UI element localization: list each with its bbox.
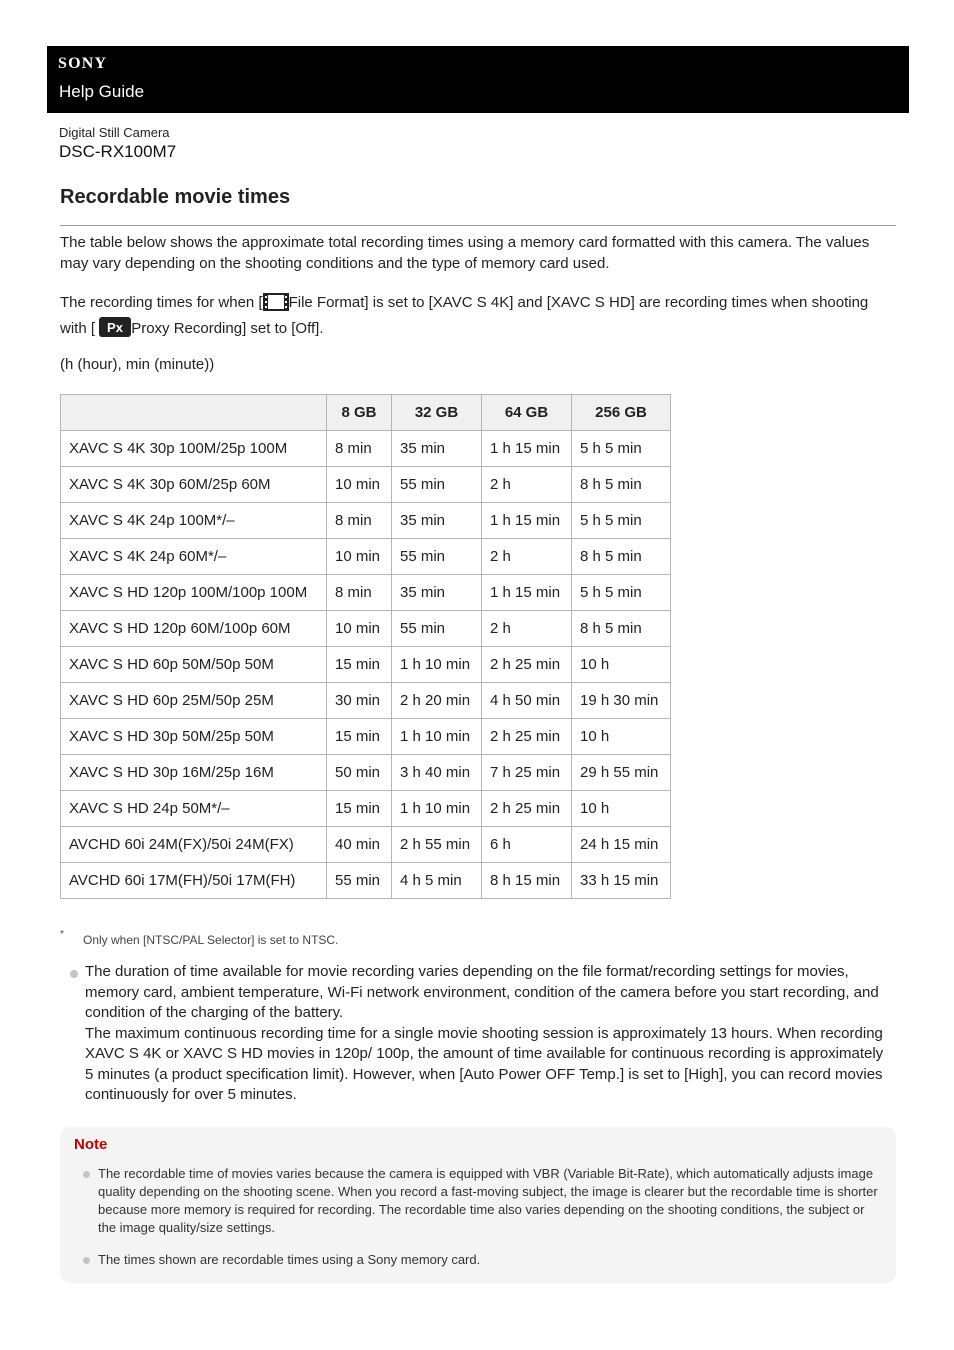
time-cell: 8 min xyxy=(327,503,392,539)
time-cell: 8 h 5 min xyxy=(572,467,671,503)
time-cell: 1 h 15 min xyxy=(482,503,572,539)
time-cell: 10 min xyxy=(327,611,392,647)
note-title: Note xyxy=(74,1136,108,1153)
time-cell: 2 h 25 min xyxy=(482,719,572,755)
time-cell: 10 min xyxy=(327,467,392,503)
recording-times-table xyxy=(60,394,671,899)
format-cell: AVCHD 60i 24M(FX)/50i 24M(FX) xyxy=(61,827,327,863)
product-category: Digital Still Camera xyxy=(59,125,170,140)
bullet-dot-icon xyxy=(83,1257,90,1264)
time-cell: 2 h xyxy=(482,611,572,647)
units-note: (h (hour), min (minute)) xyxy=(60,356,215,373)
time-cell: 15 min xyxy=(327,647,392,683)
table-row xyxy=(61,719,671,755)
time-cell: 10 h xyxy=(572,791,671,827)
page-title: Recordable movie times xyxy=(60,186,291,208)
format-cell: XAVC S HD 60p 25M/50p 25M xyxy=(61,683,327,719)
footnote-mark: * xyxy=(60,929,64,940)
header-bar xyxy=(47,46,909,113)
time-cell: 55 min xyxy=(392,467,482,503)
product-model: DSC-RX100M7 xyxy=(59,142,177,161)
para2-text-c: Proxy Recording] set to [Off]. xyxy=(131,320,324,337)
time-cell: 55 min xyxy=(392,611,482,647)
footnote-text: Only when [NTSC/PAL Selector] is set to NTSC. xyxy=(83,933,339,947)
bullet-text-1: The duration of time available for movie recording varies depending on the file format/recording settings for movies, memory card, ambient temperature, Wi-Fi network environment, condition of the camera before you start recording, and condition of the charging of the battery. xyxy=(85,963,879,1021)
time-cell: 8 min xyxy=(327,431,392,467)
list-item xyxy=(83,1251,878,1269)
intro-paragraph: The table below shows the approximate total recording times using a memory card formatted with this camera. The values may vary depending on the shooting conditions and the type of memory card used. xyxy=(60,234,870,272)
table-row xyxy=(61,647,671,683)
proxy-recording-icon xyxy=(99,317,131,343)
info-bullet-list xyxy=(70,962,890,1106)
proxy-icon-label: Px xyxy=(107,320,124,335)
time-cell: 2 h 20 min xyxy=(392,683,482,719)
film-strip-icon xyxy=(263,293,289,317)
time-cell: 55 min xyxy=(392,539,482,575)
time-cell: 2 h 25 min xyxy=(482,647,572,683)
format-cell: AVCHD 60i 17M(FH)/50i 17M(FH) xyxy=(61,863,327,899)
time-cell: 33 h 15 min xyxy=(572,863,671,899)
time-cell: 5 h 5 min xyxy=(572,575,671,611)
table-row xyxy=(61,575,671,611)
note-box xyxy=(60,1127,896,1283)
time-cell: 10 h xyxy=(572,719,671,755)
time-cell: 1 h 15 min xyxy=(482,575,572,611)
time-cell: 5 h 5 min xyxy=(572,431,671,467)
time-cell: 5 h 5 min xyxy=(572,503,671,539)
time-cell: 8 h 15 min xyxy=(482,863,572,899)
time-cell: 15 min xyxy=(327,791,392,827)
bullet-text-2: The maximum continuous recording time for a single movie shooting session is approximately 13 hours. When recording XAVC S 4K or XAVC S HD movies in 120p/ 100p, the amount of time available for continuous recording is approximately 5 minutes (a product specification limit). However, when [Auto Power OFF Temp.] is set to [High], you can record movies continuously for over 5 minutes. xyxy=(85,1024,884,1103)
table-row xyxy=(61,467,671,503)
para2-text-a: The recording times for when [ xyxy=(60,294,263,311)
time-cell: 24 h 15 min xyxy=(572,827,671,863)
time-cell: 2 h xyxy=(482,467,572,503)
table-header-cell: 64 GB xyxy=(482,395,572,431)
note-item-text: The recordable time of movies varies because the camera is equipped with VBR (Variable Bit-Rate), which automatically adjusts image quality depending on the shooting scene. When you record a fast-moving subject, the image is clearer but the recordable time is shorter because more memory is required for recording. The recordable time also varies depending on the shooting conditions, the subject or the image quality/size settings. xyxy=(98,1166,878,1235)
time-cell: 4 h 5 min xyxy=(392,863,482,899)
file-format-paragraph xyxy=(60,292,880,343)
time-cell: 4 h 50 min xyxy=(482,683,572,719)
time-cell: 1 h 10 min xyxy=(392,647,482,683)
table-row xyxy=(61,791,671,827)
table-row xyxy=(61,503,671,539)
table-header-cell: 32 GB xyxy=(392,395,482,431)
time-cell: 10 h xyxy=(572,647,671,683)
time-cell: 1 h 10 min xyxy=(392,719,482,755)
list-item xyxy=(83,1165,878,1237)
time-cell: 2 h xyxy=(482,539,572,575)
note-list xyxy=(83,1165,878,1283)
note-item-text: The times shown are recordable times using a Sony memory card. xyxy=(98,1252,481,1267)
table-row xyxy=(61,827,671,863)
time-cell: 2 h 25 min xyxy=(482,791,572,827)
table-header-row xyxy=(61,395,671,431)
table-header-cell: 256 GB xyxy=(572,395,671,431)
format-cell: XAVC S 4K 30p 100M/25p 100M xyxy=(61,431,327,467)
table-row xyxy=(61,863,671,899)
table-row xyxy=(61,683,671,719)
time-cell: 6 h xyxy=(482,827,572,863)
time-cell: 1 h 10 min xyxy=(392,791,482,827)
time-cell: 3 h 40 min xyxy=(392,755,482,791)
sony-logo: SONY xyxy=(58,55,108,72)
time-cell: 29 h 55 min xyxy=(572,755,671,791)
time-cell: 8 h 5 min xyxy=(572,539,671,575)
time-cell: 7 h 25 min xyxy=(482,755,572,791)
format-cell: XAVC S HD 60p 50M/50p 50M xyxy=(61,647,327,683)
time-cell: 1 h 15 min xyxy=(482,431,572,467)
table-row xyxy=(61,611,671,647)
table-row xyxy=(61,539,671,575)
table-header-cell: 8 GB xyxy=(327,395,392,431)
time-cell: 35 min xyxy=(392,503,482,539)
time-cell: 19 h 30 min xyxy=(572,683,671,719)
title-divider xyxy=(60,225,896,226)
table-header-cell xyxy=(61,395,327,431)
time-cell: 35 min xyxy=(392,575,482,611)
list-item xyxy=(70,962,890,1106)
format-cell: XAVC S 4K 30p 60M/25p 60M xyxy=(61,467,327,503)
time-cell: 10 min xyxy=(327,539,392,575)
format-cell: XAVC S HD 24p 50M*/– xyxy=(61,791,327,827)
time-cell: 2 h 55 min xyxy=(392,827,482,863)
time-cell: 30 min xyxy=(327,683,392,719)
format-cell: XAVC S 4K 24p 100M*/– xyxy=(61,503,327,539)
time-cell: 15 min xyxy=(327,719,392,755)
table-row xyxy=(61,755,671,791)
table-row xyxy=(61,431,671,467)
para2-text-b: File Format] is set to [XAVC S 4K] and [XAVC S HD] are recording times when shooting with [ xyxy=(60,294,869,337)
time-cell: 8 h 5 min xyxy=(572,611,671,647)
format-cell: XAVC S HD 30p 16M/25p 16M xyxy=(61,755,327,791)
time-cell: 55 min xyxy=(327,863,392,899)
format-cell: XAVC S HD 30p 50M/25p 50M xyxy=(61,719,327,755)
format-cell: XAVC S HD 120p 60M/100p 60M xyxy=(61,611,327,647)
format-cell: XAVC S HD 120p 100M/100p 100M xyxy=(61,575,327,611)
bullet-dot-icon xyxy=(83,1171,90,1178)
format-cell: XAVC S 4K 24p 60M*/– xyxy=(61,539,327,575)
help-guide-title: Help Guide xyxy=(59,82,145,101)
time-cell: 35 min xyxy=(392,431,482,467)
bullet-dot-icon xyxy=(70,970,78,978)
time-cell: 8 min xyxy=(327,575,392,611)
time-cell: 50 min xyxy=(327,755,392,791)
time-cell: 40 min xyxy=(327,827,392,863)
